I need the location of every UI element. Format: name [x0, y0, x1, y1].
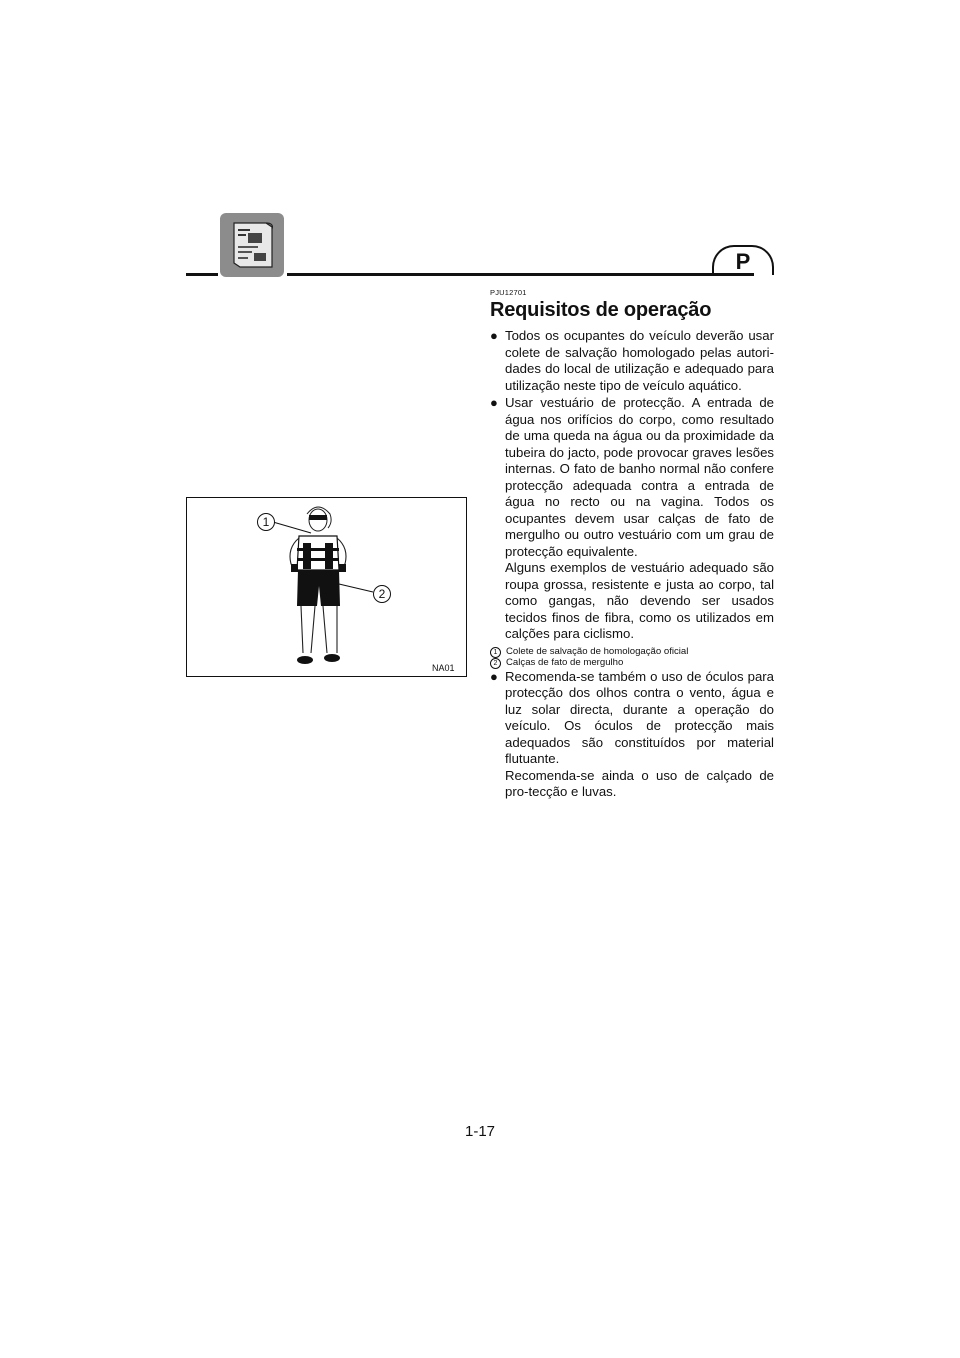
figure-callout-2: 2 — [373, 585, 391, 603]
bullet-dot-icon: ● — [490, 668, 498, 684]
header-rule-right — [287, 273, 754, 276]
bullet-life-vest — [490, 328, 774, 394]
figure-captions — [490, 646, 774, 668]
caption-number: 1 — [490, 647, 501, 658]
manual-booklet-icon — [220, 213, 284, 277]
header-rule-left — [186, 273, 218, 276]
bullet-dot-icon: ● — [490, 395, 498, 410]
figure-code: NA01 — [432, 663, 455, 673]
caption-item — [490, 657, 774, 668]
language-badge: P — [712, 245, 774, 275]
section-title: Requisitos de operação — [490, 299, 712, 321]
bullet-paragraph: Usar vestuário de protecção. A entrada de água nos orifícios do corpo, como resultado de uma queda na água ou da proximidade da tubeira do jacto, pode provocar graves lesões internas. O fato de banho normal não confere protecção adequada contra a entrada de água no recto ou na vagina. Todos os ocupantes devem usar calças de fato de mergulho ou outro vestuário com um grau de protecção equivalente. — [505, 395, 774, 559]
figure-callout-1: 1 — [257, 513, 275, 531]
bullet-protective-clothing — [490, 395, 774, 643]
bullet-paragraph: Recomenda-se também o uso de óculos para protecção dos olhos contra o vento, água e luz solar directa, durante a operação do veículo. Os óculos de protecção mais adequados são constituídos por material flutuante. — [505, 668, 774, 766]
caption-item — [490, 646, 774, 657]
caption-text: Calças de fato de mergulho — [506, 656, 624, 668]
person-figure-illustration — [187, 498, 465, 675]
bullet-dot-icon: ● — [490, 328, 498, 343]
section-code: PJU12701 — [490, 288, 527, 297]
caption-number: 2 — [490, 658, 501, 669]
figure-life-vest — [186, 497, 467, 677]
caption-text: Colete de salvação de homologação oficial — [506, 645, 689, 657]
bullet-goggles — [490, 669, 774, 801]
bullet-paragraph: Todos os ocupantes do veículo deverão usar colete de salvação homologado pelas autori-dades do local de utilização e adequado para utilização neste tipo de veículo aquático. — [505, 328, 774, 393]
section-content — [490, 288, 774, 801]
bullet-paragraph: Recomenda-se ainda o uso de calçado de pro-tecção e luvas. — [505, 767, 774, 799]
bullet-paragraph: Alguns exemplos de vestuário adequado são roupa grossa, resistente e justa ao corpo, tal como gangas, não devendo ser usados tecidos finos de fibra, como os utilizados em calções para ciclismo. — [505, 560, 774, 641]
page-number: 1-17 — [464, 1123, 496, 1140]
